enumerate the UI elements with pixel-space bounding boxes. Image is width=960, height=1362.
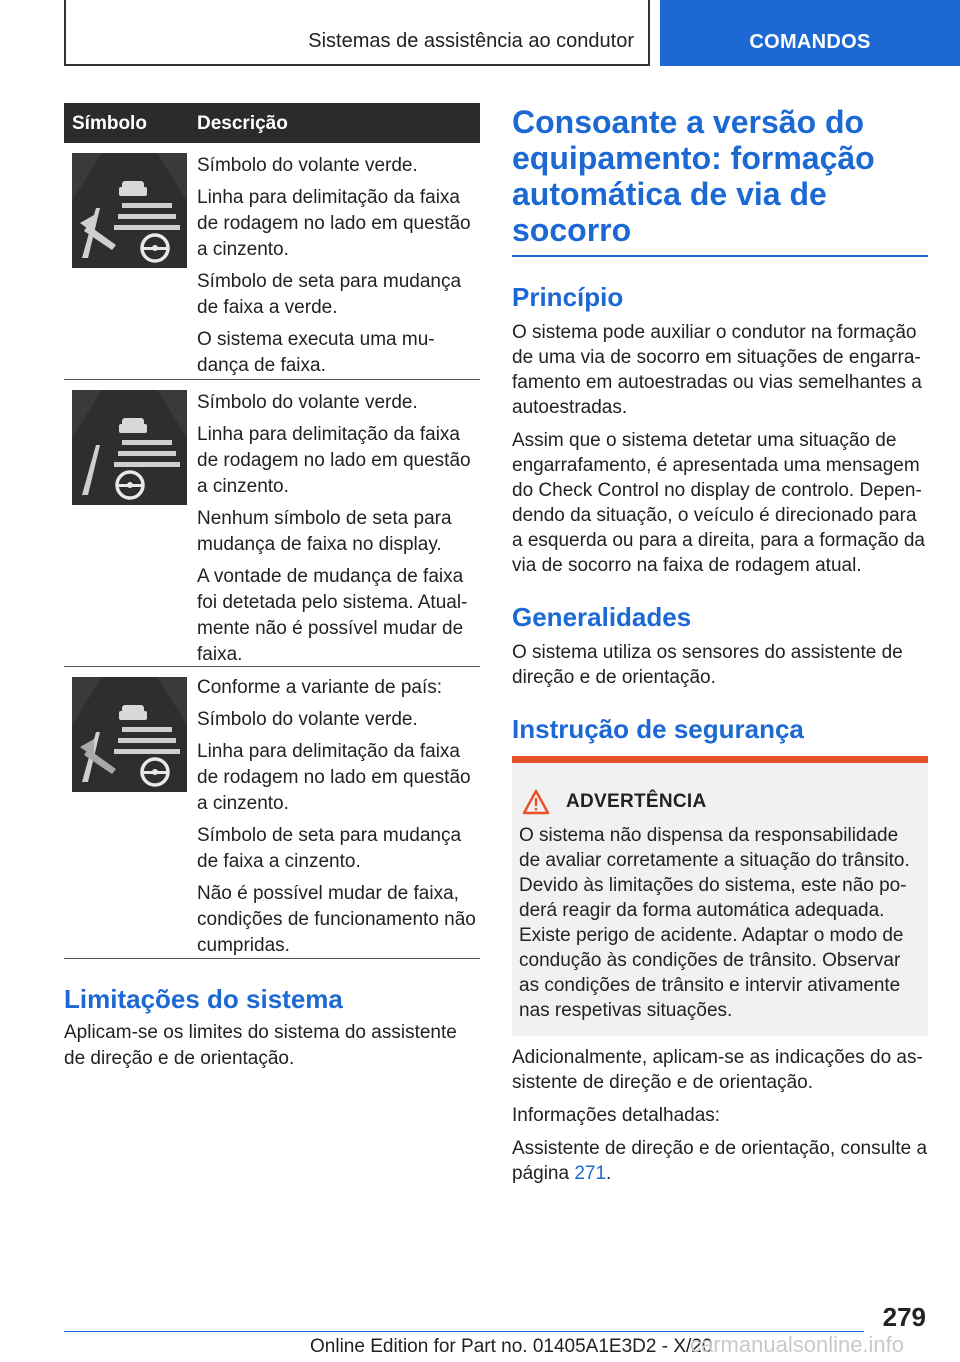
warning-header (522, 789, 707, 815)
lane-assist-no-arrow-icon (72, 390, 187, 505)
row-description: Símbolo do volante verde. Linha para delimitação da faixa de rodagem no lado em questão a cinzento. Símbolo de seta para mudança de faixa a verde. O sistema executa uma mu-dança de faixa. (197, 155, 471, 376)
principle-text: O sistema pode auxiliar o condutor na formação de uma via de socorro em situações de engarra-famento em autoestradas ou vias semelhantes a autoestradas. Assim que o sistema detetar uma situação de engarrafamento, é apresentada uma mensagem do Check Control no display de controlo. Depen-dendo da situação, o veículo é direcionado para a esquerda ou para a direita, para a formação da via de socorro na faixa de rodagem atual. (512, 322, 925, 576)
table-header (64, 103, 480, 143)
title-divider (512, 255, 928, 257)
col-header-symbol: Símbolo (72, 113, 147, 134)
header-chapter-tab[interactable]: COMANDOS (660, 0, 960, 66)
row-description: Conforme a variante de país: Símbolo do volante verde. Linha para delimitação da faixa de rodagem no lado em questão a cinzento. Símbolo de seta para mudança de faixa a cinzento. Não é possível mudar de faixa, condições de funcionamento não cumpridas. (197, 677, 476, 956)
header-frame (64, 0, 650, 66)
page-number: 279 (882, 1302, 926, 1332)
table-row (64, 143, 480, 380)
page-title: Consoante a versão do equipamento: formação automática de via de socorro (512, 104, 875, 248)
footer-edition: Online Edition for Part no. 01405A1E3D2 - X/20 (310, 1336, 713, 1357)
col-header-description: Descrição (197, 113, 288, 134)
warning-triangle-icon (522, 789, 550, 815)
footer-watermark: carmanualsonline.info (690, 1332, 905, 1357)
lane-change-left-arrow-icon (72, 153, 187, 268)
safety-heading: Instrução de segurança (512, 714, 804, 744)
table-row (64, 667, 480, 959)
header-section-title: Sistemas de assistência ao condutor (308, 30, 634, 52)
limitations-heading: Limitações do sistema (64, 984, 343, 1014)
symbol-table (64, 103, 480, 956)
row-description: Símbolo do volante verde. Linha para delimitação da faixa de rodagem no lado em questão a cinzento. Nenhum símbolo de seta para mudança de faixa no display. A vontade de mudança de faixa foi detetada pelo sistema. Atual-mente não é possível mudar de faixa. (197, 392, 471, 665)
table-row (64, 380, 480, 667)
general-text: O sistema utiliza os sensores do assistente de direção e de orientação. (512, 642, 903, 688)
additional-info: Adicionalmente, aplicam-se as indicações do as-sistente de direção e de orientação. Informações detalhadas: Assistente de direção e de orientação, consulte a página 271. (512, 1047, 928, 1184)
principle-heading: Princípio (512, 282, 624, 312)
page-reference-link[interactable]: 271 (574, 1163, 607, 1184)
warning-text: O sistema não dispensa da responsabilidade de avaliar corretamente a situação do trânsito. Devido às limitações do sistema, este não po-derá reagir da forma automática adequada. Existe perigo de acidente. Adaptar o modo de condução às condições de trânsito. Observar as condições de trânsito e intervir ativamente nas respetivas situações. (519, 825, 910, 1021)
limitations-text: Aplicam-se os limites do sistema do assistente de direção e de orientação. (64, 1022, 457, 1069)
general-heading: Generalidades (512, 602, 692, 632)
warning-label: ADVERTÊNCIA (566, 791, 707, 812)
warning-box (512, 756, 928, 1036)
lane-change-gray-arrow-icon (72, 677, 187, 792)
